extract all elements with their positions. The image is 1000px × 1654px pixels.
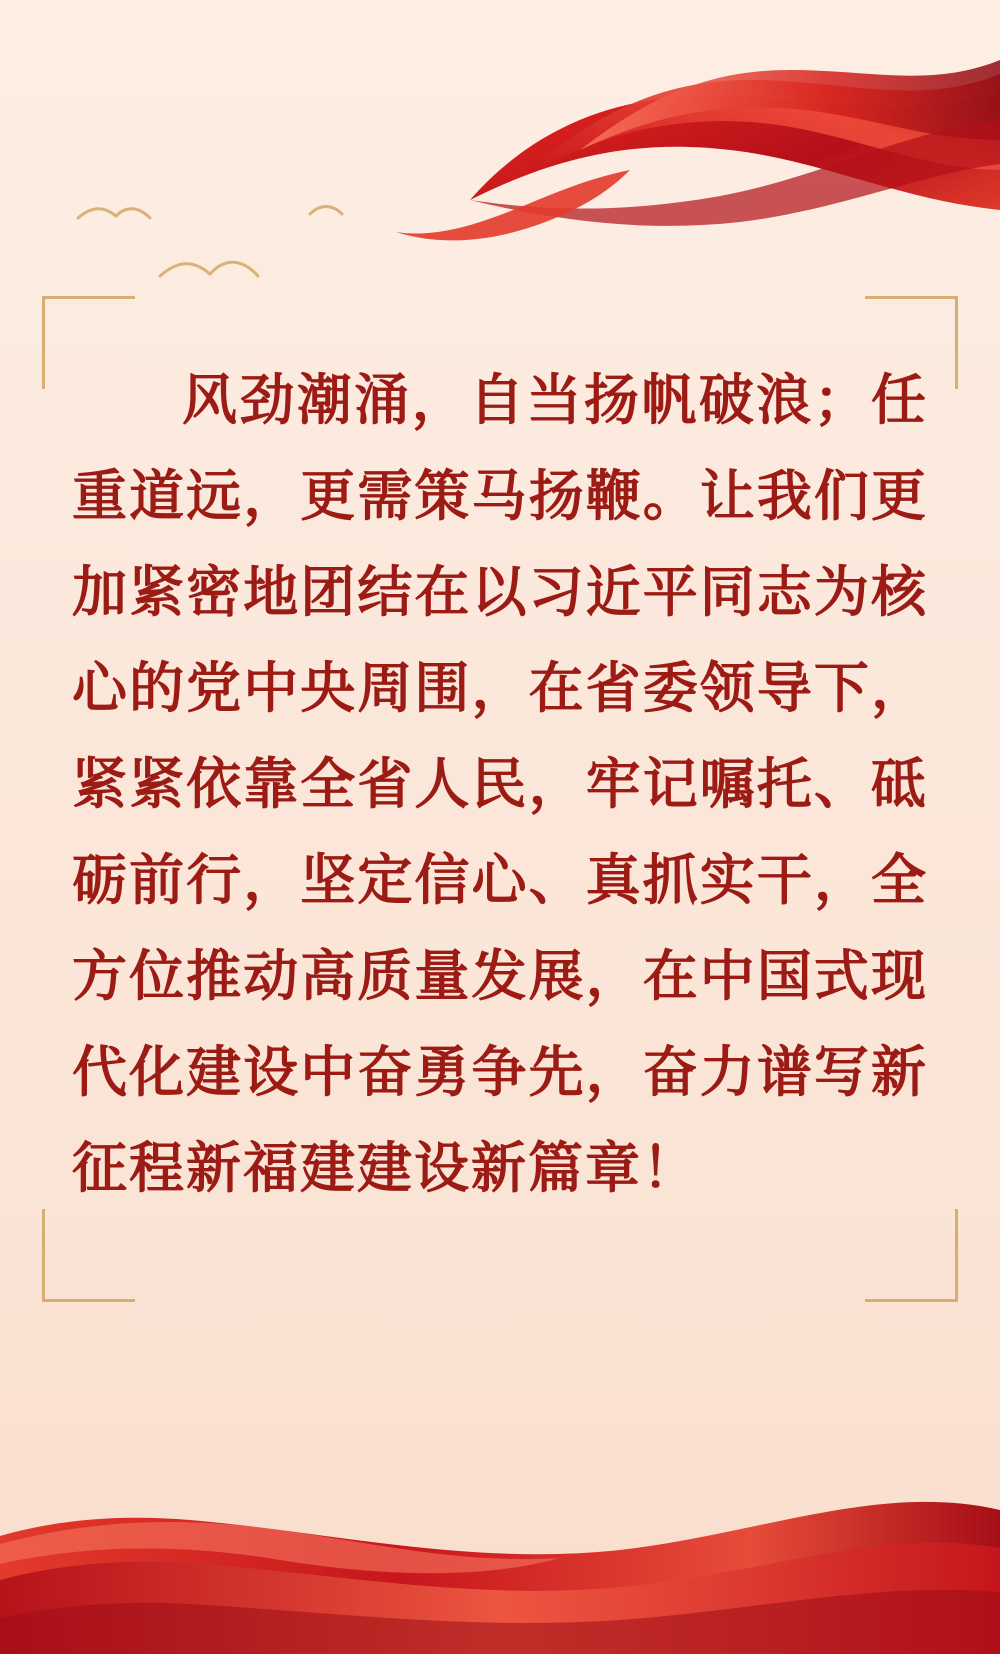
poster-body-text: 风劲潮涌，自当扬帆破浪；任重道远，更需策马扬鞭。让我们更加紧密地团结在以习近平同志为核心的党中央周围，在省委领导下，紧紧依靠全省人民，牢记嘱托、砥砺前行，坚定信心、真抓实干，全方位推动高质量发展，在中国式现代化建设中奋勇争先，奋力谱写新征程新福建建设新篇章！ [72,369,928,1199]
bottom-ribbon-decoration [0,1424,1000,1654]
frame-corner-bottom-left [42,1209,135,1302]
top-ribbon-decoration [300,0,1000,270]
frame-corner-bottom-right [865,1209,958,1302]
